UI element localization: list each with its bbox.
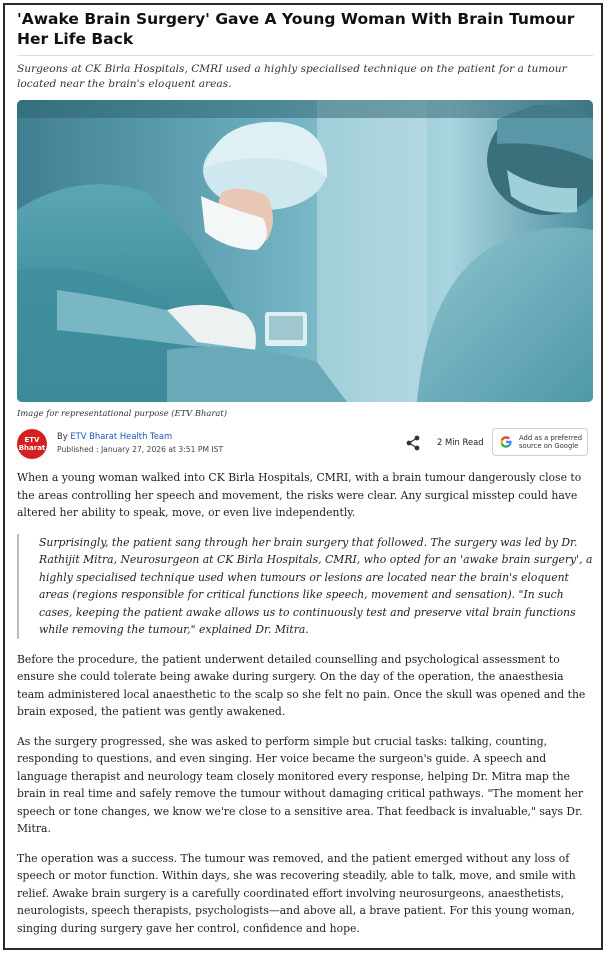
by-prefix: By [57, 431, 71, 441]
google-g-icon [497, 433, 515, 451]
surgery-photo [17, 100, 593, 402]
google-button-text [519, 434, 582, 450]
hero-image [17, 100, 593, 402]
article-frame [3, 3, 603, 950]
image-caption: Image for representational purpose (ETV Bharat) [17, 408, 228, 418]
byline-bar [17, 427, 593, 463]
divider [17, 55, 593, 56]
author-line [57, 431, 172, 441]
paragraph-4: The operation was a success. The tumour was removed, and the patient emerged without any loss of speech or motor function. Within days, she was recovering steadily, able to talk, move, and smile with relief. Awake brain surgery is a carefully coordinated effort involving neurosurgeons, anaesthetists, neurologists, speech therapists, psychologists—and above all, a brave patient. For this young woman, singing during surgery gave her control, confidence and hope. [17, 851, 576, 935]
blockquote: Surprisingly, the patient sang through her brain surgery that followed. The surgery was led by Dr. Rathijit Mitra, Neurosurgeon at CK Birla Hospitals, CMRI, who opted for an 'awake brain surgery', a highly specialised technique used when tumours or lesions are located near the brain's eloquent areas (regions responsible for critical functions like speech, movement and sensation). "In such cases, keeping the patient awake allows us to continuously test and preserve vital brain functions while removing the tumour," explained Dr. Mitra. [17, 534, 593, 639]
author-link[interactable]: ETV Bharat Health Team [70, 431, 173, 441]
article-content [17, 5, 593, 949]
google-preferred-source-button[interactable] [492, 428, 588, 456]
paragraph-3: As the surgery progressed, she was asked to perform simple but crucial tasks: talking, counting, responding to questions, and even singing. Her voice became the surgeon's guide. A speech and language therapist and neurology team closely monitored every response, helping Dr. Mitra map the brain in real time and safely remove the tumour without damaging critical pathways. "The moment her speech or tone changes, we know we're close to a sensitive area. That feedback is invaluable," says Dr. Mitra. [17, 734, 583, 835]
paragraph-1: When a young woman walked into CK Birla Hospitals, CMRI, with a brain tumour dangerously close to the areas controlling her speech and movement, the risks were clear. Any surgical misstep could have altered her ability to speak, move, or even live independently. [17, 471, 582, 519]
read-time: 2 Min Read [437, 437, 484, 447]
publisher-logo-text: ETV Bharat [18, 436, 46, 452]
publisher-logo[interactable] [17, 429, 47, 459]
google-button-line1: Add as a preferred [519, 434, 583, 442]
google-button-line2: source on Google [519, 442, 579, 450]
paragraph-2: Before the procedure, the patient underwent detailed counselling and psychological assessment to ensure she could tolerate being awake during surgery. On the day of the operation, the anaesthesia team administered local anaesthetic to the scalp so she felt no pain. Once the skull was opened and the brain exposed, the patient was gently awakened. [17, 652, 586, 718]
share-icon[interactable] [405, 435, 421, 451]
article-headline: 'Awake Brain Surgery' Gave A Young Woman With Brain Tumour Her Life Back [17, 10, 575, 48]
article-subtitle: Surgeons at CK Birla Hospitals, CMRI used a highly specialised technique on the patient for a tumour located near the brain's eloquent areas. [17, 63, 567, 90]
published-date: Published : January 27, 2026 at 3:51 PM IST [57, 445, 224, 454]
